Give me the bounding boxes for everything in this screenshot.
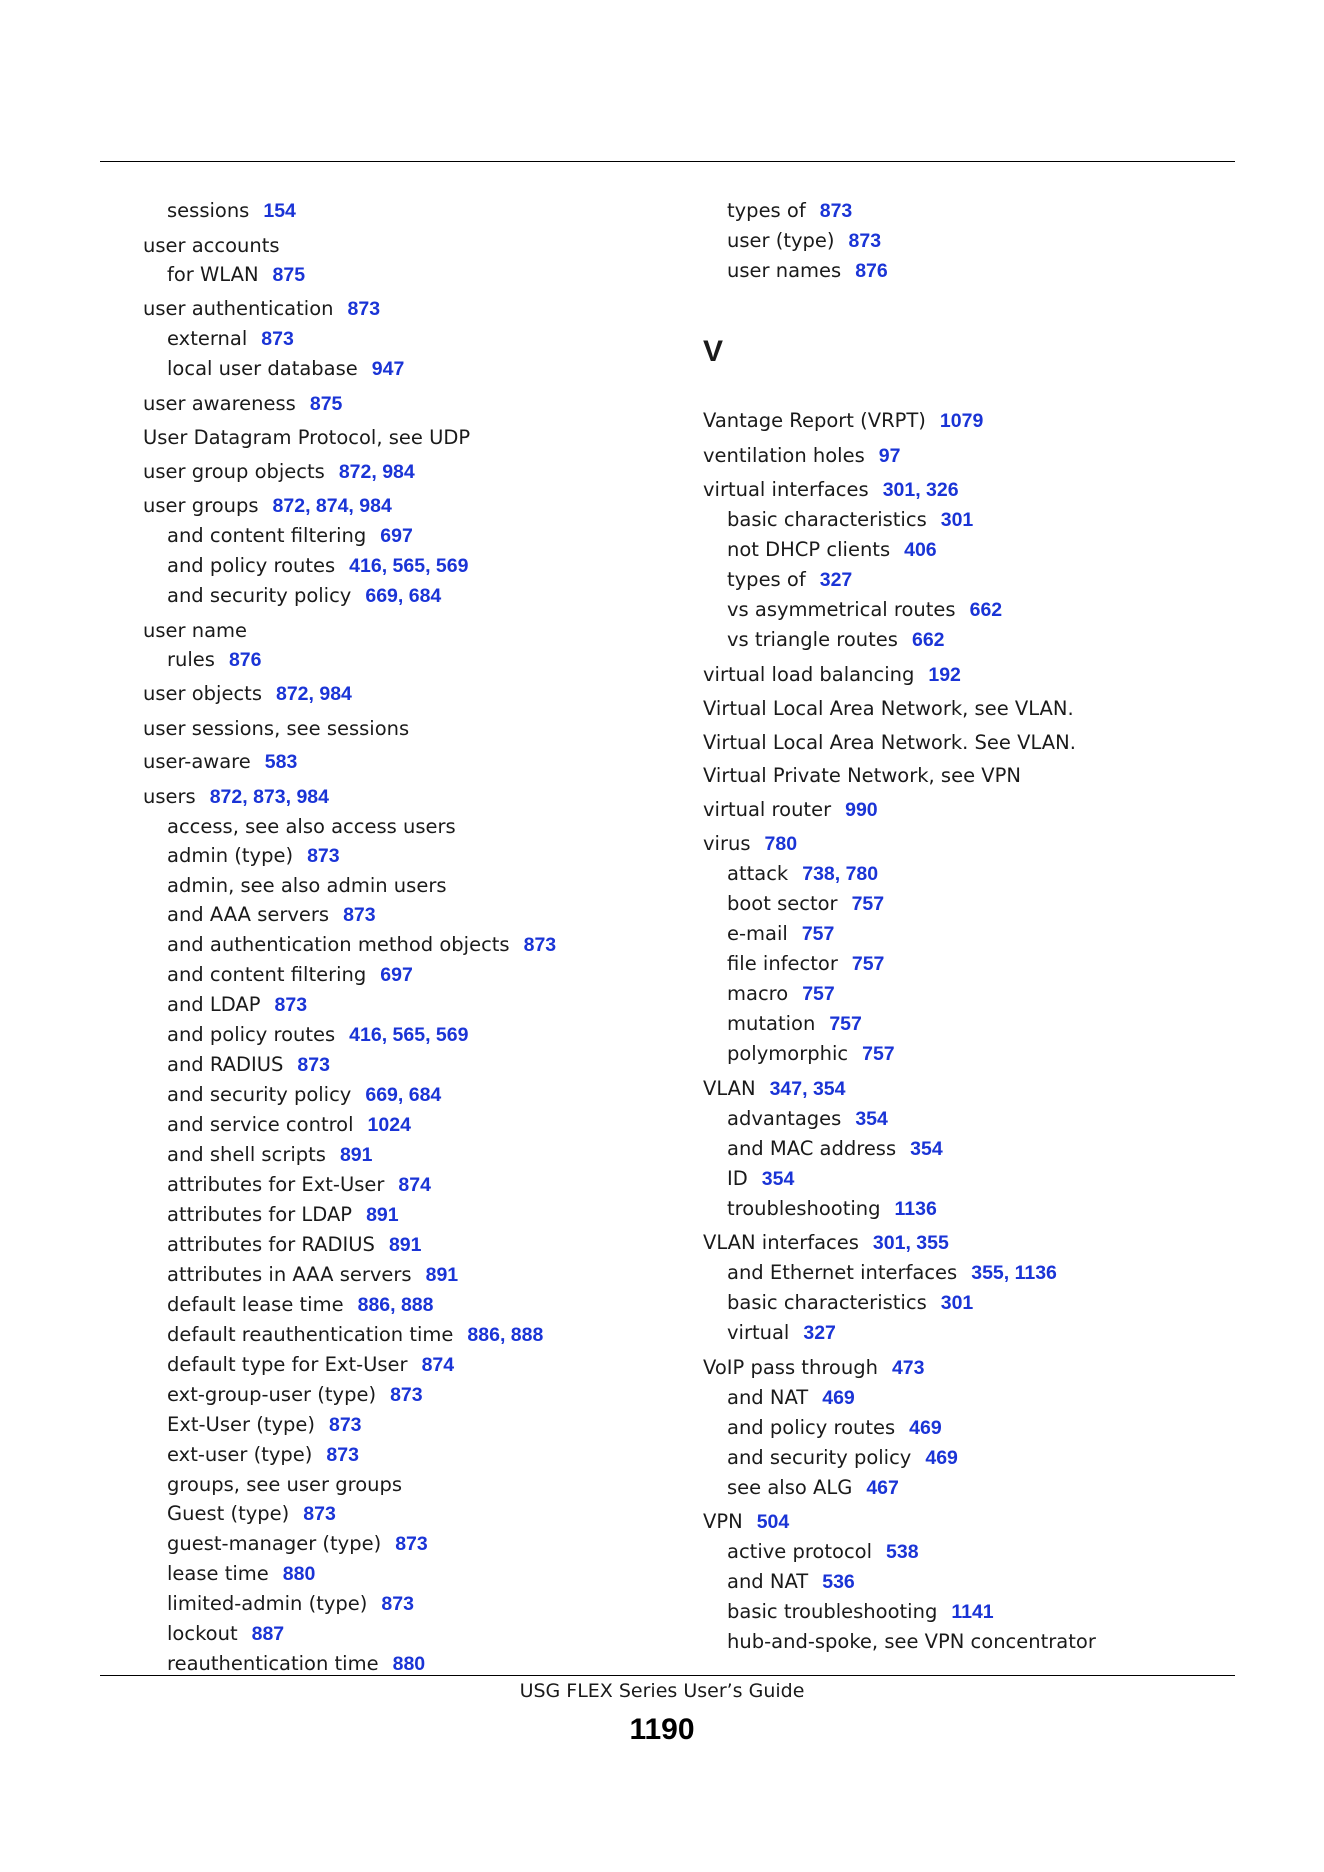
index-subentry: [703, 1627, 1263, 1656]
index-term: and NAT: [727, 1570, 809, 1593]
index-term: ventilation holes: [703, 443, 865, 467]
index-term: and service control: [167, 1112, 354, 1136]
page-reference-link[interactable]: 875: [309, 392, 343, 415]
page-reference-link[interactable]: 873: [303, 1502, 336, 1525]
page-reference-link[interactable]: 473: [891, 1356, 925, 1379]
index-subentry: [703, 979, 1263, 1009]
index-term: VLAN interfaces: [703, 1231, 859, 1254]
index-subentry: [143, 1619, 683, 1649]
index-term: users: [143, 784, 196, 808]
page-reference-link[interactable]: 697: [380, 525, 413, 547]
index-term: external: [167, 327, 248, 350]
index-subentry: [143, 1290, 683, 1320]
index-term: types of: [727, 568, 806, 591]
index-entry: [143, 782, 683, 812]
page-reference-link[interactable]: 1024: [367, 1113, 411, 1136]
page-number: 1190: [629, 1713, 695, 1746]
page-reference-link[interactable]: 876: [855, 260, 888, 282]
index-term: user (type): [727, 229, 835, 252]
page-reference-link[interactable]: 891: [366, 1203, 399, 1226]
page-reference-link[interactable]: 891: [425, 1263, 459, 1286]
index-subentry: [703, 1134, 1263, 1164]
page-reference-link[interactable]: 301: [940, 509, 974, 531]
index-subentry: [703, 256, 1263, 286]
index-term: Guest (type): [167, 1501, 290, 1525]
index-term: basic characteristics: [727, 1291, 927, 1314]
page-reference-link[interactable]: 467: [866, 1476, 899, 1499]
index-subentry: [703, 1597, 1263, 1627]
index-term: advantages: [727, 1106, 842, 1130]
index-subentry: [143, 1110, 683, 1140]
index-term: types of: [727, 199, 806, 222]
page-reference-link[interactable]: 886, 888: [467, 1323, 544, 1346]
page-reference-link[interactable]: 583: [264, 751, 298, 773]
index-entry: [703, 441, 1263, 471]
index-entry: [143, 679, 683, 709]
index-term: troubleshooting: [727, 1196, 881, 1220]
index-subentry: [143, 960, 683, 990]
index-term: local user database: [167, 357, 358, 380]
index-term: boot sector: [727, 892, 838, 915]
index-term: attack: [727, 862, 789, 885]
index-subentry: [143, 990, 683, 1020]
page-reference-link[interactable]: 301: [940, 1292, 974, 1314]
page-reference-link[interactable]: 416, 565, 569: [349, 1023, 469, 1046]
page-reference-link[interactable]: 662: [911, 629, 945, 651]
index-term: VoIP pass through: [703, 1355, 878, 1379]
index-entry: [703, 728, 1263, 757]
index-entry: [703, 475, 1263, 505]
page-reference-link[interactable]: 757: [829, 1013, 862, 1035]
page-reference-link[interactable]: 873: [390, 1383, 423, 1406]
index-subentry: [143, 354, 683, 384]
page-reference-link[interactable]: 327: [819, 569, 853, 591]
page-reference-link[interactable]: 873: [343, 903, 376, 926]
index-term: virus: [703, 832, 751, 855]
page-reference-link[interactable]: 876: [228, 648, 262, 671]
index-entry: [703, 829, 1263, 859]
index-term: user authentication: [143, 297, 334, 320]
index-term: and policy routes: [167, 1022, 336, 1046]
index-term: macro: [727, 982, 789, 1005]
index-term: virtual router: [703, 797, 832, 821]
page-reference-link[interactable]: 469: [909, 1416, 942, 1439]
index-term: and authentication method objects: [167, 932, 510, 956]
page-reference-link[interactable]: 301, 326: [882, 479, 959, 501]
index-subentry: [703, 1009, 1263, 1039]
page-reference-link[interactable]: 872, 984: [338, 460, 415, 483]
index-subentry: [703, 1164, 1263, 1194]
index-term: and AAA servers: [167, 902, 330, 926]
page-reference-link[interactable]: 873: [395, 1532, 428, 1555]
index-subentry: [703, 889, 1263, 919]
index-subentry: [143, 645, 683, 675]
page-reference-link[interactable]: 873: [274, 993, 308, 1016]
index-subentry: [703, 1104, 1263, 1134]
index-subentry: [143, 1499, 683, 1529]
page-reference-link[interactable]: 669, 684: [365, 1083, 442, 1106]
index-subentry: [703, 1383, 1263, 1413]
index-term: admin (type): [167, 843, 294, 867]
page-reference-link[interactable]: 873: [261, 328, 294, 350]
index-subentry: [143, 1200, 683, 1230]
index-term: and content filtering: [167, 962, 367, 986]
page-reference-link[interactable]: 873: [347, 298, 381, 320]
page-reference-link[interactable]: 873: [307, 844, 340, 867]
page-reference-link[interactable]: 355, 1136: [971, 1262, 1057, 1284]
index-term: mutation: [727, 1012, 816, 1035]
index-subentry: [143, 841, 683, 871]
page-reference-link[interactable]: 873: [848, 230, 882, 252]
index-term: hub-and-spoke, see VPN concentrator: [727, 1630, 1096, 1653]
index-subentry: [703, 1318, 1263, 1348]
index-entry: [143, 389, 683, 419]
index-term: attributes in AAA servers: [167, 1262, 412, 1286]
page-reference-link[interactable]: 669, 684: [365, 585, 442, 607]
index-subentry: [143, 1080, 683, 1110]
index-entry: [703, 1228, 1263, 1258]
page-reference-link[interactable]: 154: [263, 200, 296, 222]
index-term: default type for Ext-User: [167, 1352, 408, 1376]
page-reference-link[interactable]: 697: [380, 963, 413, 986]
index-term: and security policy: [167, 584, 352, 607]
page-reference-link[interactable]: 757: [862, 1043, 895, 1065]
index-term: Virtual Local Area Network. See VLAN.: [703, 730, 1076, 754]
index-term: basic characteristics: [727, 508, 927, 531]
index-term: admin, see also admin users: [167, 873, 447, 897]
index-subentry: [703, 1537, 1263, 1567]
index-subentry: [143, 551, 683, 581]
page-reference-link[interactable]: 757: [851, 953, 885, 975]
index-subentry: [703, 1194, 1263, 1224]
page-reference-link[interactable]: 354: [910, 1137, 943, 1160]
page-reference-link[interactable]: 1079: [939, 410, 984, 432]
index-term: User Datagram Protocol, see UDP: [143, 426, 471, 449]
index-subentry: [143, 900, 683, 930]
index-subentry: [143, 260, 683, 290]
page-reference-link[interactable]: 536: [822, 1571, 855, 1593]
index-subentry: [143, 1170, 683, 1200]
index-entry: [143, 714, 683, 743]
index-term: lockout: [167, 1621, 238, 1645]
index-entry: [143, 457, 683, 487]
page-reference-link[interactable]: 354: [855, 1107, 888, 1130]
page-reference-link[interactable]: 354: [761, 1167, 795, 1190]
index-term: not DHCP clients: [727, 538, 891, 561]
index-term: user awareness: [143, 391, 296, 415]
index-subentry: [703, 196, 1263, 226]
index-subentry: [143, 1230, 683, 1260]
index-subentry: [703, 1443, 1263, 1473]
index-term: and shell scripts: [167, 1142, 326, 1166]
index-subentry: [143, 1260, 683, 1290]
page-reference-link[interactable]: 886, 888: [357, 1293, 434, 1316]
index-subentry: [143, 1020, 683, 1050]
index-entry: [703, 761, 1263, 790]
index-term: default lease time: [167, 1292, 344, 1316]
page-reference-link[interactable]: 891: [339, 1143, 373, 1166]
index-term: and policy routes: [167, 554, 336, 577]
index-term: user groups: [143, 494, 259, 517]
index-term: lease time: [167, 1561, 269, 1585]
index-term: vs asymmetrical routes: [727, 598, 956, 621]
index-subentry: [703, 565, 1263, 595]
index-subentry: [143, 1470, 683, 1499]
index-subentry: [143, 930, 683, 960]
index-subentry: [143, 871, 683, 900]
index-subentry: [143, 1529, 683, 1559]
page-reference-link[interactable]: 192: [928, 663, 961, 686]
page-reference-link[interactable]: 873: [297, 1053, 330, 1076]
index-column-left: [143, 196, 683, 1679]
index-term: user-aware: [143, 750, 251, 773]
page-reference-link[interactable]: 887: [251, 1622, 285, 1645]
section-letter: V: [703, 335, 724, 368]
index-entry: [703, 795, 1263, 825]
index-subentry: [143, 1649, 683, 1679]
index-entry: [703, 406, 1263, 436]
index-subentry: [143, 1440, 683, 1470]
index-subentry: [143, 1380, 683, 1410]
index-subentry: [703, 625, 1263, 655]
index-subentry: [143, 324, 683, 354]
index-term: virtual load balancing: [703, 662, 915, 686]
index-term: user names: [727, 259, 842, 282]
index-subentry: [143, 812, 683, 841]
index-entry: [703, 660, 1263, 690]
index-subentry: [703, 1039, 1263, 1069]
page-reference-link[interactable]: 872, 873, 984: [209, 785, 329, 808]
index-term: and Ethernet interfaces: [727, 1261, 958, 1284]
page-reference-link[interactable]: 875: [272, 263, 306, 286]
index-entry: [143, 423, 683, 452]
index-term: rules: [167, 647, 215, 671]
index-subentry: [703, 1288, 1263, 1318]
index-term: user group objects: [143, 459, 325, 483]
index-term: basic troubleshooting: [727, 1600, 938, 1623]
index-term: default reauthentication time: [167, 1322, 454, 1346]
index-entry: [703, 1507, 1263, 1537]
page-reference-link[interactable]: 873: [523, 933, 557, 956]
index-subentry: [143, 1410, 683, 1440]
index-subentry: [703, 1413, 1263, 1443]
page-reference-link[interactable]: 990: [845, 798, 878, 821]
page-reference-link[interactable]: 757: [851, 893, 885, 915]
page-reference-link[interactable]: 874: [421, 1353, 455, 1376]
index-subentry: [143, 1350, 683, 1380]
index-term: and RADIUS: [167, 1052, 284, 1076]
header-rule: [100, 161, 1235, 162]
index-term: user accounts: [143, 233, 280, 257]
page-reference-link[interactable]: 947: [371, 358, 405, 380]
index-subentry: [703, 1473, 1263, 1503]
page-reference-link[interactable]: 97: [878, 444, 901, 467]
index-term: ID: [727, 1166, 748, 1190]
index-subentry: [703, 949, 1263, 979]
index-term: virtual: [727, 1321, 790, 1344]
index-entry: [143, 616, 683, 645]
index-term: attributes for RADIUS: [167, 1232, 375, 1256]
index-entry: [703, 694, 1263, 723]
page-reference-link[interactable]: 872, 984: [275, 683, 352, 705]
index-entry: [703, 1353, 1263, 1383]
page-reference-link[interactable]: 347, 354: [769, 1077, 846, 1100]
page-reference-link[interactable]: 757: [802, 983, 835, 1005]
index-subentry: [143, 1140, 683, 1170]
index-subentry: [143, 1320, 683, 1350]
footer-rule: [100, 1675, 1235, 1676]
index-subentry: [703, 595, 1263, 625]
page-reference-link[interactable]: 469: [925, 1446, 958, 1469]
index-subentry: [703, 859, 1263, 889]
index-term: Vantage Report (VRPT): [703, 409, 926, 432]
index-term: polymorphic: [727, 1042, 849, 1065]
index-term: VLAN: [703, 1076, 756, 1100]
index-subentry: [143, 1559, 683, 1589]
index-term: and security policy: [727, 1445, 912, 1469]
page-reference-link[interactable]: 738, 780: [802, 863, 879, 885]
page-reference-link[interactable]: 538: [886, 1541, 919, 1563]
page-reference-link[interactable]: 872, 874, 984: [272, 495, 392, 517]
index-subentry: [703, 919, 1263, 949]
index-term: VPN: [703, 1510, 743, 1533]
page-reference-link[interactable]: 873: [328, 1413, 362, 1436]
index-term: and MAC address: [727, 1136, 897, 1160]
index-entry: [143, 294, 683, 324]
index-column-right: [703, 196, 1263, 1656]
index-term: and NAT: [727, 1385, 809, 1409]
index-term: attributes for Ext-User: [167, 1172, 385, 1196]
page-reference-link[interactable]: 873: [819, 200, 853, 222]
page-reference-link[interactable]: 873: [381, 1592, 414, 1615]
index-entry: [143, 491, 683, 521]
page-reference-link[interactable]: 301, 355: [872, 1232, 949, 1254]
index-subentry: [143, 1589, 683, 1619]
footer-guide-title: USG FLEX Series User’s Guide: [519, 1680, 805, 1702]
page-reference-link[interactable]: 757: [801, 923, 835, 945]
index-term: ext-group-user (type): [167, 1382, 377, 1406]
index-term: file infector: [727, 952, 838, 975]
index-term: reauthentication time: [167, 1651, 379, 1675]
index-term: user name: [143, 618, 248, 642]
page-reference-link[interactable]: 874: [398, 1173, 431, 1196]
index-term: and LDAP: [167, 992, 261, 1016]
index-term: ext-user (type): [167, 1442, 313, 1466]
index-term: user sessions, see sessions: [143, 716, 410, 740]
page-reference-link[interactable]: 1136: [894, 1197, 937, 1220]
index-term: Virtual Private Network, see VPN: [703, 764, 1021, 787]
index-term: see also ALG: [727, 1475, 853, 1499]
index-term: guest-manager (type): [167, 1531, 382, 1555]
page-reference-link[interactable]: 416, 565, 569: [349, 555, 469, 577]
index-subentry: [703, 226, 1263, 256]
index-subentry: [703, 505, 1263, 535]
index-subentry: [143, 1050, 683, 1080]
index-term: limited-admin (type): [167, 1591, 368, 1615]
page-reference-link[interactable]: 504: [756, 1511, 790, 1533]
index-term: Virtual Local Area Network, see VLAN.: [703, 697, 1074, 720]
index-subentry: [703, 1258, 1263, 1288]
index-subentry: [703, 1567, 1263, 1597]
page-reference-link[interactable]: 880: [392, 1652, 426, 1675]
page-reference-link[interactable]: 880: [282, 1562, 316, 1585]
index-term: virtual interfaces: [703, 478, 869, 501]
index-term: groups, see user groups: [167, 1472, 403, 1496]
page-reference-link[interactable]: 1141: [951, 1601, 994, 1623]
index-term: Ext-User (type): [167, 1412, 315, 1436]
index-term: access, see also access users: [167, 814, 456, 838]
index-entry: [143, 231, 683, 260]
index-subentry: [143, 581, 683, 611]
page-reference-link[interactable]: 469: [822, 1386, 855, 1409]
index-entry: [143, 747, 683, 777]
index-subentry: [143, 521, 683, 551]
index-term: and content filtering: [167, 524, 367, 547]
index-term: vs triangle routes: [727, 628, 898, 651]
index-term: and security policy: [167, 1082, 352, 1106]
index-term: for WLAN: [167, 262, 259, 286]
page-reference-link[interactable]: 780: [764, 833, 798, 855]
index-term: and policy routes: [727, 1415, 896, 1439]
index-subentry: [703, 535, 1263, 565]
page-reference-link[interactable]: 406: [904, 539, 937, 561]
page-reference-link[interactable]: 327: [803, 1322, 836, 1344]
page-reference-link[interactable]: 873: [326, 1443, 359, 1466]
index-term: active protocol: [727, 1540, 873, 1563]
index-term: sessions: [167, 199, 250, 222]
index-term: attributes for LDAP: [167, 1202, 353, 1226]
index-subentry: [143, 196, 683, 226]
index-term: e-mail: [727, 922, 788, 945]
index-term: user objects: [143, 682, 262, 705]
page-reference-link[interactable]: 891: [388, 1233, 422, 1256]
page-reference-link[interactable]: 662: [969, 599, 1003, 621]
index-entry: [703, 1074, 1263, 1104]
